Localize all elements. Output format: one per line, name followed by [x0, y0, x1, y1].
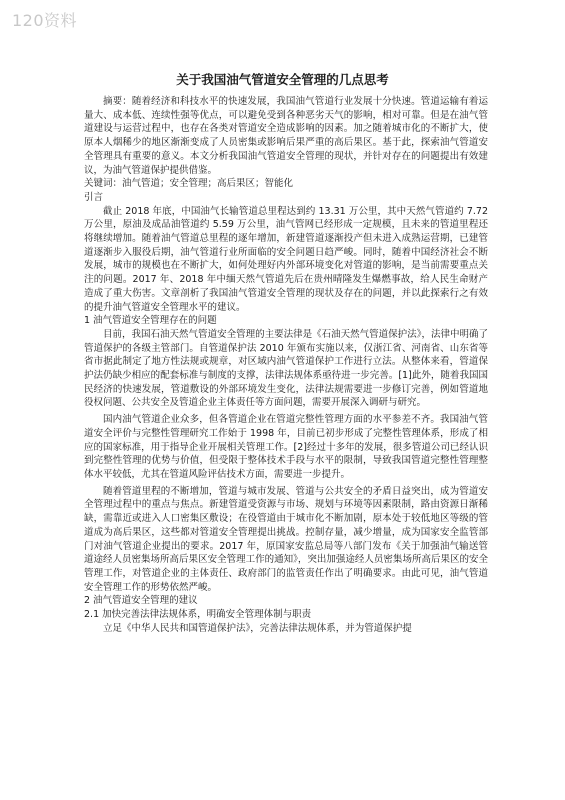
document-body [84, 95, 488, 635]
intro-heading: 引言 [84, 191, 104, 203]
section2-1-paragraph-1: 立足《中华人民共和国管道保护法》，完善法律法规体系，并为管道保护提 [103, 622, 412, 634]
section1-heading: 1 油气管道安全管理存在的问题 [84, 315, 217, 327]
section1-paragraph-3: 随着管道里程的不断增加，管道与城市发展、管道与公共安全的矛盾日益突出，成为管道安全管理过程中的重点与焦点。新建管道受资源与市场、规划与环境等因素限制，路由资源日渐稀缺，需靠近或进入人口密集区敷设；在役管道由于城市化不断加剧，原本处于较低地区等级的管道成为高后果区，这些都对管道安全管理提出挑战。控制存量，减少增量，成为国家安全监管部门对油气管道企业提出的要求。2017 年，原国家安监总局等八部门发布《关于加强油气输送管道途经人员密集场所高后果区安全管理工作的通知》，突出加强途经人员密集场所高后果区的安全管理工作，对管道企业的主体责任、政府部门的监管责任作出了明确要求。由此可见，油气管道安全管理工作的形势依然严峻。 [84, 485, 488, 593]
section2-1-heading: 2.1 加快完善法律法规体系，明确安全管理体制与职责 [84, 609, 312, 621]
section1-paragraph-2: 国内油气管道企业众多，但各管道企业在管道完整性管理方面的水平参差不齐。我国油气管道安全评价与完整性管理研究工作始于 1998 年，目前已初步形成了完整性管理体系，形成了相应的国家标准，用于指导企业开展相关管理工作。[2]经过十多年的发展，很多管道公司已经认识到完整性管理的优势与价值，但受限于整体技术手段与水平的限制，导致我国管道完整性管理整体水平较低，尤其在管道风险评估技术方面，需要进一步提升。 [84, 414, 488, 480]
intro-paragraph: 截止 2018 年底，中国油气长输管道总里程达到约 13.31 万公里，其中天然气管道约 7.72 万公里，原油及成品油管道约 5.59 万公里，油气管网已经形成一定规模，且未来的管道里程还将继续增加。随着油气管道总里程的逐年增加，新建管道逐渐投产但未进入成熟运营期，已建管道逐渐步入服役后期，油气管道行业所面临的安全问题日趋严峻。同时，随着中国经济社会不断发展，城市的规模也在不断扩大，如何处理好内外部环境变化对管道的影响，是当前需要重点关注的问题。2017 年、2018 年中缅天然气管道先后在贵州晴隆发生爆燃事故，给人民生命财产造成了重大伤害。文章剖析了我国油气管道安全管理的现状及存在的问题，并以此探索行之有效的提升油气管道安全管理水平的建议。 [84, 205, 488, 313]
abstract: 摘要：随着经济和科技水平的快速发展，我国油气管道行业发展十分快速。管道运输有着运量大、成本低、连续性强等优点，可以避免受到各种恶劣天气的影响，相对可靠。但是在油气管道建设与运营过程中，也存在各类对管道安全造成影响的因素。加之随着城市化的不断扩大，使原本人烟稀少的地区渐渐变成了人员密集或影响后果严重的高后果区。基于此，探索油气管道安全管理具有重要的意义。本文分析我国油气管道安全管理的现状，并针对存在的问题提出有效建议，为油气管道保护提供借鉴。 [84, 96, 488, 176]
watermark: 120资料 [12, 11, 78, 30]
section2-heading: 2 油气管道安全管理的建议 [84, 595, 198, 607]
section1-paragraph-1: 目前，我国石油天然气管道安全管理的主要法律是《石油天然气管道保护法》，法律中明确了管道保护的各级主管部门。自管道保护法 2010 年颁布实施以来，仅浙江省、河南省、山东省等省市据此制定了地方性法规或规章，对区域内油气管道保护工作进行立法。从整体来看，管道保护法仍缺少相应的配套标准与制度的支撑，法律法规体系亟待进一步完善。[1]此外，随着我国国民经济的快速发展，管道敷设的外部环境发生变化，法律法规需要进一步修订完善，例如管道地役权问题、公共安全及管道企业主体责任等方面问题，需要开展深入调研与研究。 [84, 328, 488, 409]
document-title: 关于我国油气管道安全管理的几点思考 [176, 72, 389, 87]
keywords: 关键词：油气管道；安全管理；高后果区；智能化 [84, 178, 294, 190]
